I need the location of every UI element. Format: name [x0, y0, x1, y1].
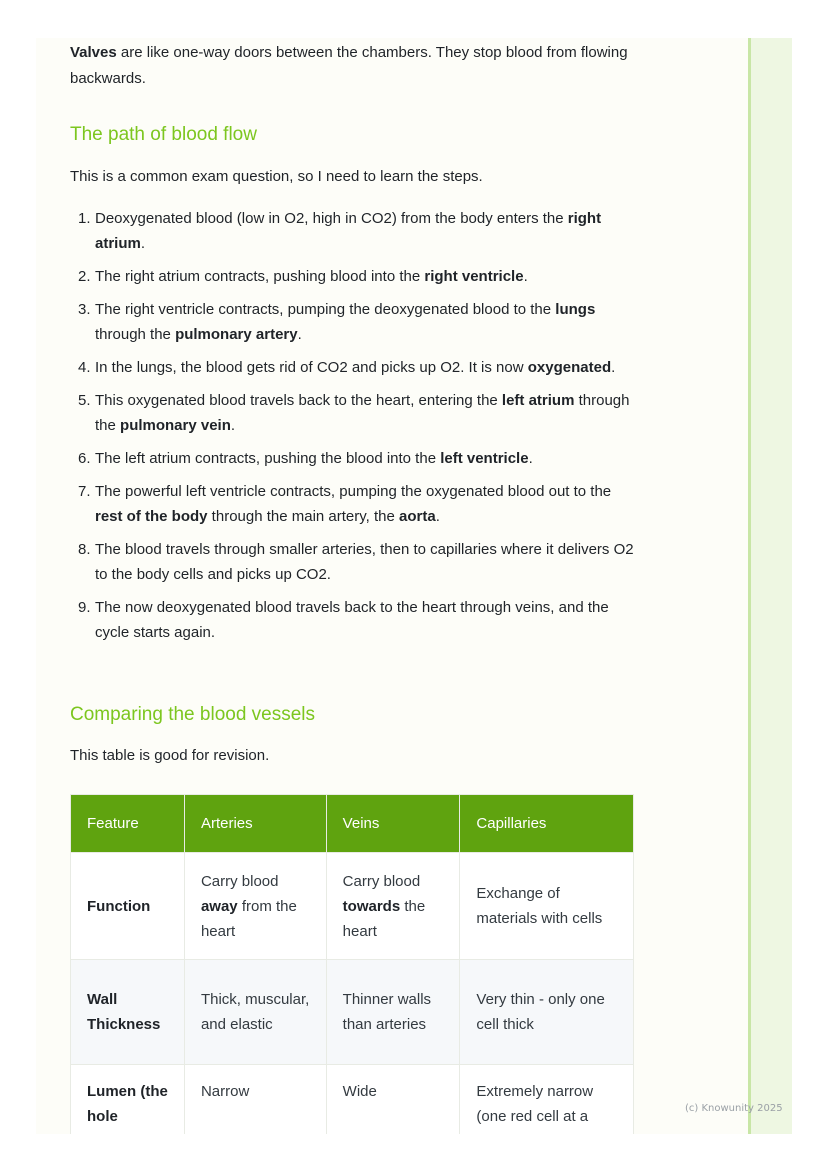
text-segment: .	[528, 450, 533, 467]
text-segment: .	[230, 417, 236, 434]
text-segment: .	[523, 268, 528, 285]
header-feature: Feature	[71, 795, 185, 853]
bold-term: lungs	[555, 301, 596, 318]
step-item	[70, 297, 636, 347]
step-number: 6.	[78, 450, 91, 467]
step-item	[70, 479, 636, 529]
bold-term: rest of the body	[95, 508, 208, 525]
text-segment: .	[611, 359, 616, 376]
vessels-table	[70, 794, 634, 1134]
bold-term: right atrium	[95, 210, 602, 252]
text-segment: This oxygenated blood travels back to the heart, entering the	[95, 392, 502, 409]
cell-arteries	[184, 853, 326, 960]
bold-term: left atrium	[501, 392, 575, 409]
steps-list	[70, 206, 636, 653]
step-number: 4.	[78, 359, 91, 376]
compare-intro: This table is good for revision.	[70, 747, 270, 764]
step-number: 2.	[78, 268, 91, 285]
step-number: 5.	[78, 392, 91, 409]
text-segment: Wide	[342, 1083, 377, 1100]
text-segment: Narrow	[200, 1083, 250, 1100]
text-segment: Thinner walls than arteries	[342, 991, 432, 1033]
text-segment: The right ventricle contracts, pumping the deoxygenated blood to the	[95, 301, 556, 318]
text-segment: The left atrium contracts, pushing the blood into the	[95, 450, 441, 467]
text-segment: The blood travels through smaller arteries, then to capillaries where it delivers O2 to the body cells and picks up CO2.	[95, 541, 634, 583]
text-segment: through the	[95, 392, 630, 434]
table-row	[71, 1065, 634, 1135]
cell-capillaries	[460, 1065, 634, 1135]
cell-arteries	[184, 960, 326, 1065]
copyright-footer: (c) Knowunity 2025	[685, 1103, 783, 1114]
text-segment: Carry blood	[200, 872, 279, 890]
compare-heading: Comparing the blood vessels	[70, 704, 316, 725]
right-margin-bar	[748, 38, 792, 1134]
bold-term: oxygenated	[527, 359, 612, 376]
step-number: 7.	[78, 483, 91, 500]
cell-veins	[326, 853, 460, 960]
text-segment: The right atrium contracts, pushing blood into the	[95, 268, 425, 285]
cell-feature: Function	[71, 853, 185, 960]
step-item	[70, 595, 636, 645]
cell-feature: Wall Thickness	[71, 960, 185, 1065]
path-intro: This is a common exam question, so I need to learn the steps.	[70, 168, 483, 185]
text-segment: .	[297, 326, 302, 343]
text-segment: Deoxygenated blood (low in O2, high in CO2) from the body enters the	[95, 210, 568, 227]
bold-term: pulmonary artery	[175, 326, 298, 343]
text-segment: The powerful left ventricle contracts, pumping the oxygenated blood out to the	[95, 483, 612, 500]
cell-feature: Lumen (the hole	[71, 1065, 185, 1135]
bold-term: aorta	[399, 508, 436, 525]
step-number: 3.	[78, 301, 91, 318]
text-segment: through the	[95, 326, 176, 343]
text-segment: Extremely narrow (one red cell at a	[476, 1083, 594, 1125]
text-segment: Thick, muscular, and elastic	[200, 991, 310, 1033]
step-number: 1.	[78, 210, 91, 227]
text-segment: .	[140, 235, 146, 252]
cell-capillaries	[460, 853, 634, 960]
cell-veins	[326, 960, 460, 1065]
header-veins: Veins	[326, 795, 460, 853]
table-row	[71, 853, 634, 960]
table-wrapper	[70, 794, 636, 1134]
bold-term: towards	[342, 897, 401, 915]
cell-capillaries	[460, 960, 634, 1065]
text-segment: In the lungs, the blood gets rid of CO2 and picks up O2. It is now	[95, 359, 528, 376]
text-segment: from the heart	[200, 897, 297, 940]
table-header-row	[71, 795, 634, 853]
step-item	[70, 446, 636, 471]
step-item	[70, 206, 636, 256]
step-item	[70, 264, 636, 289]
step-item	[70, 388, 636, 438]
bold-term: pulmonary vein	[120, 417, 231, 434]
text-segment: Exchange of materials with cells	[476, 885, 603, 927]
path-heading: The path of blood flow	[70, 124, 257, 145]
text-segment: Very thin - only one cell thick	[476, 991, 605, 1033]
step-item	[70, 355, 636, 380]
valves-term: Valves	[70, 44, 117, 61]
step-item	[70, 537, 636, 587]
text-segment: Carry blood	[342, 872, 421, 890]
text-segment: The now deoxygenated blood travels back to the heart through veins, and the cycle starts again.	[95, 599, 609, 641]
table-row	[71, 960, 634, 1065]
valves-paragraph	[70, 40, 636, 92]
valves-text: are like one-way doors between the chambers. They stop blood from flowing backwards.	[70, 44, 628, 87]
text-segment: through the main artery, the	[207, 508, 400, 525]
text-segment: the heart	[342, 897, 426, 940]
cell-arteries	[184, 1065, 326, 1135]
step-number: 9.	[78, 599, 91, 616]
header-arteries: Arteries	[184, 795, 326, 853]
bold-term: away	[200, 897, 238, 915]
bold-term: left ventricle	[440, 450, 529, 467]
cell-veins	[326, 1065, 460, 1135]
step-number: 8.	[78, 541, 91, 558]
text-segment: .	[435, 508, 440, 525]
header-capillaries: Capillaries	[460, 795, 634, 853]
bold-term: right ventricle	[424, 268, 524, 285]
